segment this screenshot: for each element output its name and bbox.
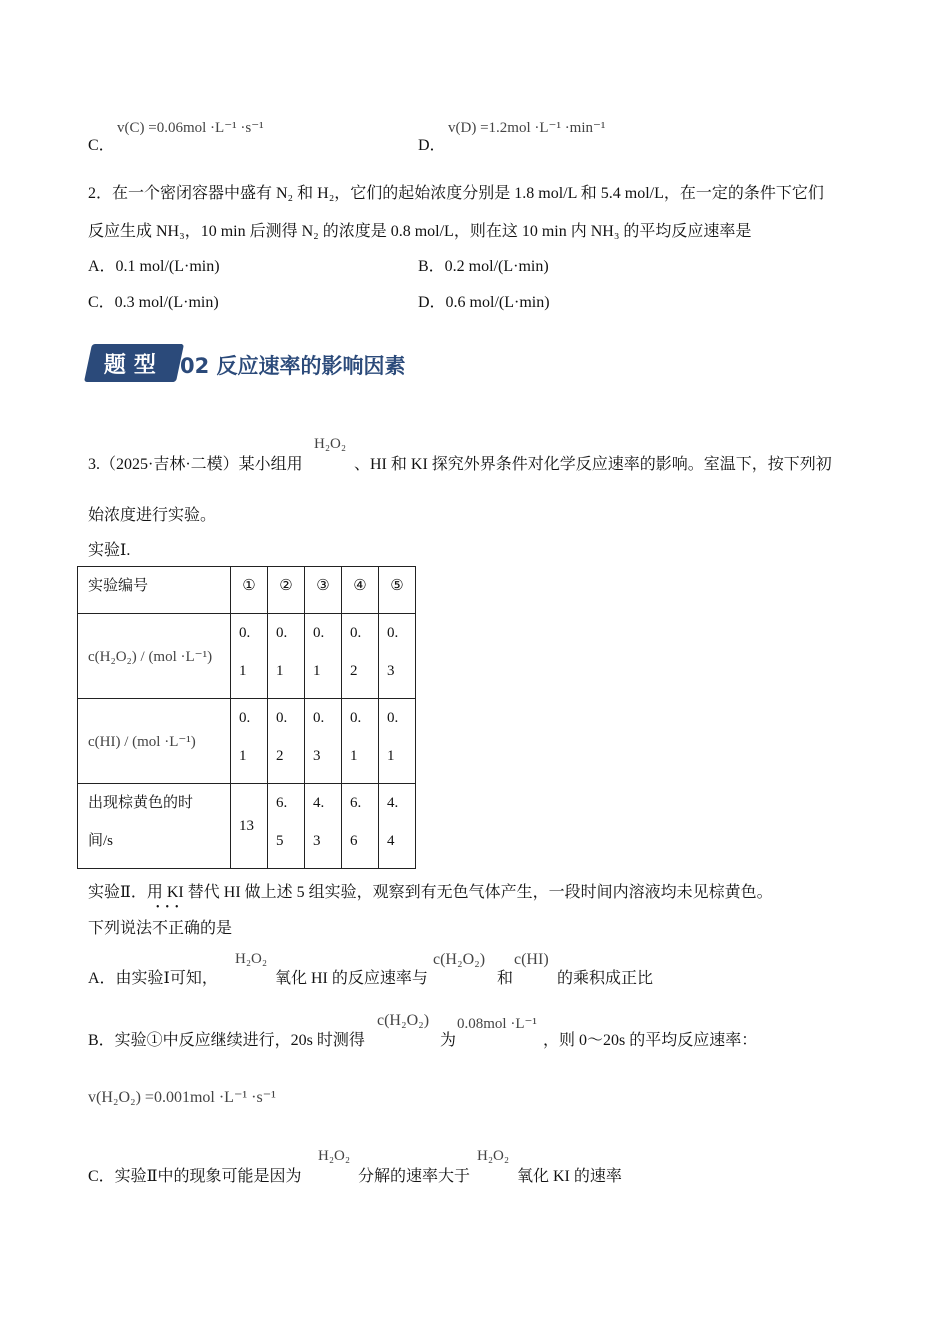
q3-option-b-suffix: ，则 0～20s 的平均反应速率：	[543, 1032, 758, 1049]
table-row	[78, 614, 416, 699]
q3-option-a-and: 和	[497, 970, 514, 987]
table-row-label: 间/s	[88, 833, 114, 849]
q2-option-c: C．0.3 mol/(L·min)	[88, 294, 219, 311]
experiment-2-text: 实验Ⅱ．用 KI 替代 HI 做上述 5 组实验，观察到有无色气体产生，一段时间内溶液均未见棕黄色。	[88, 884, 773, 901]
table-row-label: c(H₂O₂) / (mol ·L⁻¹)	[78, 614, 231, 699]
table-cell: 0.	[239, 625, 251, 641]
section-title: 02 反应速率的影响因素	[180, 354, 406, 378]
table-cell: 6.	[350, 795, 362, 811]
table-cell: 6.	[276, 795, 288, 811]
q2-option-a: A．0.1 mol/(L·min)	[88, 258, 220, 275]
table-cell: 3	[387, 663, 395, 679]
experiment-1-label: 实验Ⅰ.	[88, 542, 131, 559]
q3-line2: 始浓度进行实验。	[88, 507, 217, 524]
table-cell: 1	[239, 663, 247, 679]
table-cell: 2	[276, 748, 284, 764]
q2-option-b: B．0.2 mol/(L·min)	[418, 258, 549, 275]
q3-line1-prefix: 3.（2025·吉林·二模）某小组用	[88, 456, 303, 473]
q3-option-b-formula-2: 0.08mol ·L⁻¹	[457, 1016, 537, 1032]
table-cell: 0.	[239, 710, 251, 726]
q3-option-c-mid: 分解的速率大于	[358, 1168, 471, 1185]
option-c-formula: v(C) =0.06mol ·L⁻¹ ·s⁻¹	[117, 120, 264, 136]
table-cell: 5	[276, 833, 284, 849]
table-header-cell: ④	[342, 567, 379, 614]
table-cell: 3	[313, 748, 321, 764]
table-cell: 0.	[276, 710, 288, 726]
q3-line1-formula: H₂O₂	[314, 436, 347, 452]
q3-option-a-prefix: A．由实验Ⅰ可知，	[88, 970, 218, 987]
table-cell: 1	[350, 748, 358, 764]
experiment-table	[77, 566, 416, 869]
table-cell: 4.	[387, 795, 399, 811]
table-cell: 0.	[313, 710, 325, 726]
q3-option-b-prefix: B．实验①中反应继续进行，20s 时测得	[88, 1032, 365, 1049]
table-cell: 1	[313, 663, 321, 679]
table-row	[78, 784, 416, 869]
table-cell: 1	[239, 748, 247, 764]
table-cell: 3	[313, 833, 321, 849]
table-cell: 0.	[387, 625, 399, 641]
table-row-label: c(HI) / (mol ·L⁻¹)	[78, 699, 231, 784]
q3-option-c-formula-2: H₂O₂	[477, 1148, 510, 1164]
q3-option-a-formula-1: H₂O₂	[235, 951, 268, 967]
table-header-cell: ⑤	[379, 567, 416, 614]
q3-option-c-suffix: 氧化 KI 的速率	[517, 1168, 622, 1185]
q2-line1: 2．在一个密闭容器中盛有 N₂ 和 H₂，它们的起始浓度分别是 1.8 mol/L 和 5.4 mol/L，在一定的条件下它们	[88, 185, 824, 202]
option-c-letter: C．	[88, 137, 115, 154]
table-cell: 4	[387, 833, 395, 849]
table-cell: 2	[350, 663, 358, 679]
q3-option-a-mid: 氧化 HI 的反应速率与	[275, 970, 428, 987]
emphasis-dots: •••	[156, 902, 185, 913]
q3-option-b-formula-1: c(H₂O₂)	[377, 1012, 430, 1029]
q3-question: 下列说法不正确的是	[88, 920, 233, 937]
table-cell: 6	[350, 833, 358, 849]
q3-option-a-formula-3: c(HI)	[514, 951, 549, 968]
table-header-cell: ③	[305, 567, 342, 614]
q3-option-a-suffix: 的乘积成正比	[557, 970, 654, 987]
q2-line2: 反应生成 NH₃，10 min 后测得 N₂ 的浓度是 0.8 mol/L，则在这 10 min 内 NH₃ 的平均反应速率是	[88, 223, 752, 240]
option-d-letter: D．	[418, 137, 446, 154]
table-cell: 0.	[387, 710, 399, 726]
section-badge-text: 题型	[103, 352, 164, 378]
table-cell: 0.	[350, 625, 362, 641]
q3-option-b-formula-3: v(H₂O₂) =0.001mol ·L⁻¹ ·s⁻¹	[88, 1089, 276, 1106]
q3-option-a-formula-2: c(H₂O₂)	[433, 951, 486, 968]
table-cell: 1	[387, 748, 395, 764]
table-cell: 0.	[313, 625, 325, 641]
q3-option-c-formula-1: H₂O₂	[318, 1148, 351, 1164]
q3-option-c-prefix: C．实验Ⅱ中的现象可能是因为	[88, 1168, 302, 1185]
table-header-cell: 实验编号	[78, 567, 231, 614]
table-row-label: 出现棕黄色的时	[88, 795, 194, 811]
table-header-cell: ②	[268, 567, 305, 614]
table-cell: 4.	[313, 795, 325, 811]
option-d-formula: v(D) =1.2mol ·L⁻¹ ·min⁻¹	[448, 120, 606, 136]
table-row	[78, 699, 416, 784]
table-header-cell: ①	[231, 567, 268, 614]
table-row	[78, 567, 416, 614]
table-cell: 1	[276, 663, 284, 679]
table-cell: 13	[231, 784, 268, 869]
table-cell: 0.	[276, 625, 288, 641]
q3-line1-suffix: 、HI 和 KI 探究外界条件对化学反应速率的影响。室温下，按下列初	[354, 456, 832, 473]
table-cell: 0.	[350, 710, 362, 726]
q3-option-b-wei: 为	[440, 1032, 457, 1049]
q2-option-d: D．0.6 mol/(L·min)	[418, 294, 550, 311]
